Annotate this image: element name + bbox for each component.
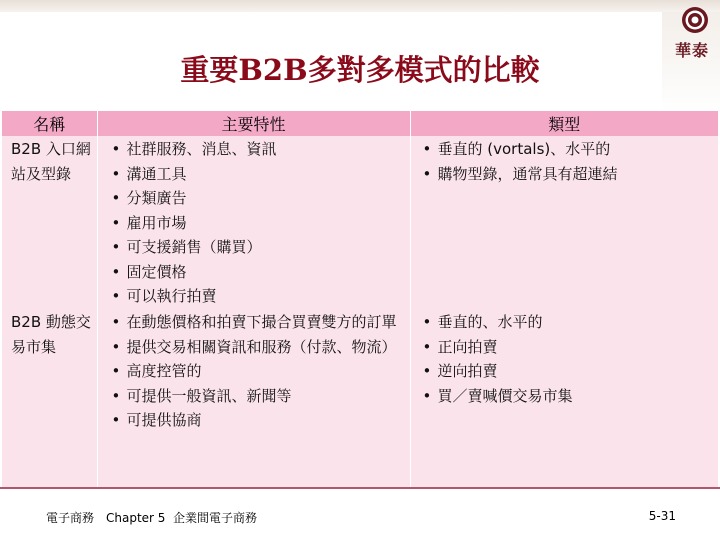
row-features xyxy=(97,136,410,310)
type-item: • 正向拍賣 xyxy=(423,335,713,360)
type-item: • 垂直的、水平的 xyxy=(423,310,713,335)
logo-text: 華泰 xyxy=(674,41,709,60)
feature-item: • 雇用市場 xyxy=(112,211,404,236)
footer-page-number: 5-31 xyxy=(648,509,676,523)
type-item: • 購物型錄，通常具有超連結 xyxy=(423,162,713,187)
row-types xyxy=(410,310,718,487)
header-name: 名稱 xyxy=(2,111,97,136)
feature-item: • 可以執行拍賣 xyxy=(112,284,404,309)
feature-item: • 社群服務、消息、資訊 xyxy=(112,137,404,162)
feature-item: • 提供交易相關資訊和服務（付款、物流） xyxy=(112,335,404,360)
table-row xyxy=(2,136,718,310)
feature-item: • 可支援銷售（購買） xyxy=(112,235,404,260)
type-item: • 買／賣喊價交易市集 xyxy=(423,384,713,409)
feature-item: • 固定價格 xyxy=(112,260,404,285)
table-row xyxy=(2,310,718,487)
feature-item: • 高度控管的 xyxy=(112,359,404,384)
header-features: 主要特性 xyxy=(97,111,410,136)
row-types xyxy=(410,136,718,310)
header-types: 類型 xyxy=(410,111,718,136)
row-name: B2B 動態交易市集 xyxy=(2,310,97,487)
table-header-row xyxy=(2,111,718,136)
top-decor-band xyxy=(0,0,720,12)
logo-emblem-icon xyxy=(681,6,709,34)
row-features xyxy=(97,310,410,487)
slide-title: 重要B2B多對多模式的比較 xyxy=(180,53,540,87)
feature-item: • 可提供一般資訊、新聞等 xyxy=(112,384,404,409)
type-item: • 垂直的 (vortals)、水平的 xyxy=(423,137,713,162)
feature-item: • 在動態價格和拍賣下撮合買賣雙方的訂單 xyxy=(112,310,404,335)
footer-course-label: 電子商務 Chapter 5 企業間電子商務 xyxy=(46,511,258,525)
row-name: B2B 入口網站及型錄 xyxy=(2,136,97,310)
feature-item: • 可提供協商 xyxy=(112,408,404,433)
comparison-table xyxy=(2,111,718,487)
type-item: • 逆向拍賣 xyxy=(423,359,713,384)
publisher-logo xyxy=(664,4,720,68)
footer-divider xyxy=(0,487,720,489)
feature-item: • 溝通工具 xyxy=(112,162,404,187)
feature-item: • 分類廣告 xyxy=(112,186,404,211)
